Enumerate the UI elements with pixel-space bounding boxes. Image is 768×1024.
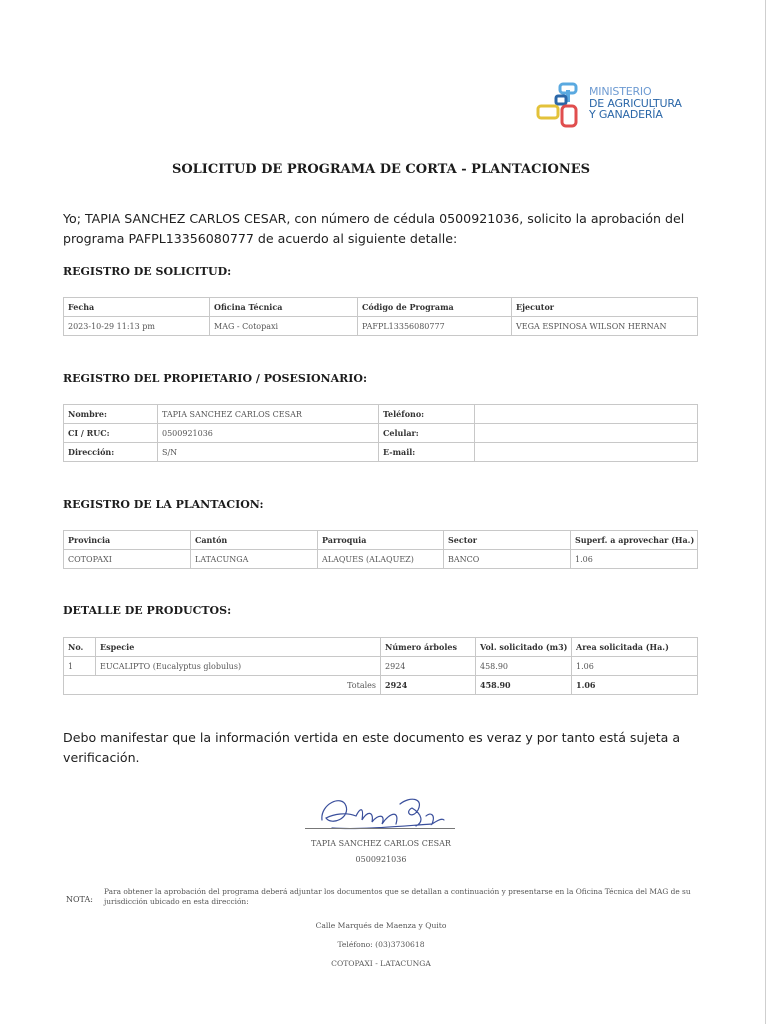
cell-codigo: PAFPL13356080777 <box>358 317 512 336</box>
header-ejecutor: Ejecutor <box>512 298 698 317</box>
header-especie: Especie <box>96 638 381 657</box>
nota-label: NOTA: <box>66 895 93 904</box>
value-direccion: S/N <box>158 443 379 462</box>
header-oficina: Oficina Técnica <box>210 298 358 317</box>
header-volumen: Vol. solicitado (m3) <box>476 638 572 657</box>
ministry-emblem-icon <box>536 82 586 130</box>
cell-especie: EUCALIPTO (Eucalyptus globulus) <box>96 657 381 676</box>
plantacion-table <box>63 530 698 569</box>
header-canton: Cantón <box>191 531 318 550</box>
totales-label: Totales <box>64 676 381 695</box>
label-celular: Celular: <box>379 424 475 443</box>
cell-volumen: 458.90 <box>476 657 572 676</box>
address-phone: Teléfono: (03)3730618 <box>337 940 425 949</box>
table-row <box>64 405 698 424</box>
value-ci-ruc: 0500921036 <box>158 424 379 443</box>
label-ci-ruc: CI / RUC: <box>64 424 158 443</box>
ministry-logo-text <box>589 86 682 121</box>
header-no: No. <box>64 638 96 657</box>
table-header-row <box>64 531 698 550</box>
value-email <box>475 443 698 462</box>
cell-provincia: COTOPAXI <box>64 550 191 569</box>
label-direccion: Dirección: <box>64 443 158 462</box>
header-sector: Sector <box>444 531 571 550</box>
table-header-row <box>64 298 698 317</box>
header-provincia: Provincia <box>64 531 191 550</box>
address-street: Calle Marqués de Maenza y Quito <box>315 921 447 930</box>
propietario-table <box>63 404 698 462</box>
logo-line-1: MINISTERIO <box>589 85 652 98</box>
header-fecha: Fecha <box>64 298 210 317</box>
signature-line <box>305 828 455 829</box>
table-row <box>64 657 698 676</box>
signer-id: 0500921036 <box>355 855 407 864</box>
ministry-logo <box>536 82 706 130</box>
value-nombre: TAPIA SANCHEZ CARLOS CESAR <box>158 405 379 424</box>
header-superficie: Superf. a aprovechar (Ha.) <box>571 531 698 550</box>
label-telefono: Teléfono: <box>379 405 475 424</box>
table-header-row <box>64 638 698 657</box>
address-location: COTOPAXI - LATACUNGA <box>331 959 431 968</box>
nota-text: Para obtener la aprobación del programa deberá adjuntar los documentos que se detallan a continuación y presentarse en la Oficina Técnica del MAG de su jurisdicción ubicado en esta dirección: <box>104 887 691 906</box>
declaration-paragraph: Debo manifestar que la información vertida en este documento es veraz y por tanto está sujeta a verificación. <box>63 730 681 765</box>
logo-line-3: Y GANADERÍA <box>589 108 663 121</box>
document-title: SOLICITUD DE PROGRAMA DE CORTA - PLANTACIONES <box>171 162 591 177</box>
header-codigo: Código de Programa <box>358 298 512 317</box>
header-area: Area solicitada (Ha.) <box>572 638 698 657</box>
cell-sector: BANCO <box>444 550 571 569</box>
cell-oficina: MAG - Cotopaxi <box>210 317 358 336</box>
cell-arboles: 2924 <box>381 657 476 676</box>
section-title-propietario: REGISTRO DEL PROPIETARIO / POSESIONARIO: <box>63 372 368 385</box>
cell-superficie: 1.06 <box>571 550 698 569</box>
table-row <box>64 550 698 569</box>
cell-parroquia: ALAQUES (ALAQUEZ) <box>318 550 444 569</box>
page-edge <box>765 0 766 1024</box>
office-address <box>0 916 762 973</box>
productos-table <box>63 637 698 695</box>
totals-row <box>64 676 698 695</box>
value-telefono <box>475 405 698 424</box>
cell-area: 1.06 <box>572 657 698 676</box>
table-row <box>64 443 698 462</box>
solicitud-table <box>63 297 698 336</box>
label-nombre: Nombre: <box>64 405 158 424</box>
totales-area: 1.06 <box>572 676 698 695</box>
totales-volumen: 458.90 <box>476 676 572 695</box>
totales-arboles: 2924 <box>381 676 476 695</box>
cell-ejecutor: VEGA ESPINOSA WILSON HERNAN <box>512 317 698 336</box>
label-email: E-mail: <box>379 443 475 462</box>
cell-no: 1 <box>64 657 96 676</box>
header-numero-arboles: Número árboles <box>381 638 476 657</box>
signer-name: TAPIA SANCHEZ CARLOS CESAR <box>311 839 451 848</box>
table-row <box>64 317 698 336</box>
logo-line-2: DE AGRICULTURA <box>589 96 682 110</box>
intro-paragraph: Yo; TAPIA SANCHEZ CARLOS CESAR, con número de cédula 0500921036, solicito la aprobación del programa PAFPL13356080777 de acuerdo al siguiente detalle: <box>63 211 685 246</box>
section-title-plantacion: REGISTRO DE LA PLANTACION: <box>63 498 264 511</box>
signer-block <box>0 836 762 868</box>
table-row <box>64 424 698 443</box>
value-celular <box>475 424 698 443</box>
section-title-productos: DETALLE DE PRODUCTOS: <box>63 604 232 617</box>
cell-fecha: 2023-10-29 11:13 pm <box>64 317 210 336</box>
header-parroquia: Parroquia <box>318 531 444 550</box>
section-title-solicitud: REGISTRO DE SOLICITUD: <box>63 265 232 278</box>
cell-canton: LATACUNGA <box>191 550 318 569</box>
